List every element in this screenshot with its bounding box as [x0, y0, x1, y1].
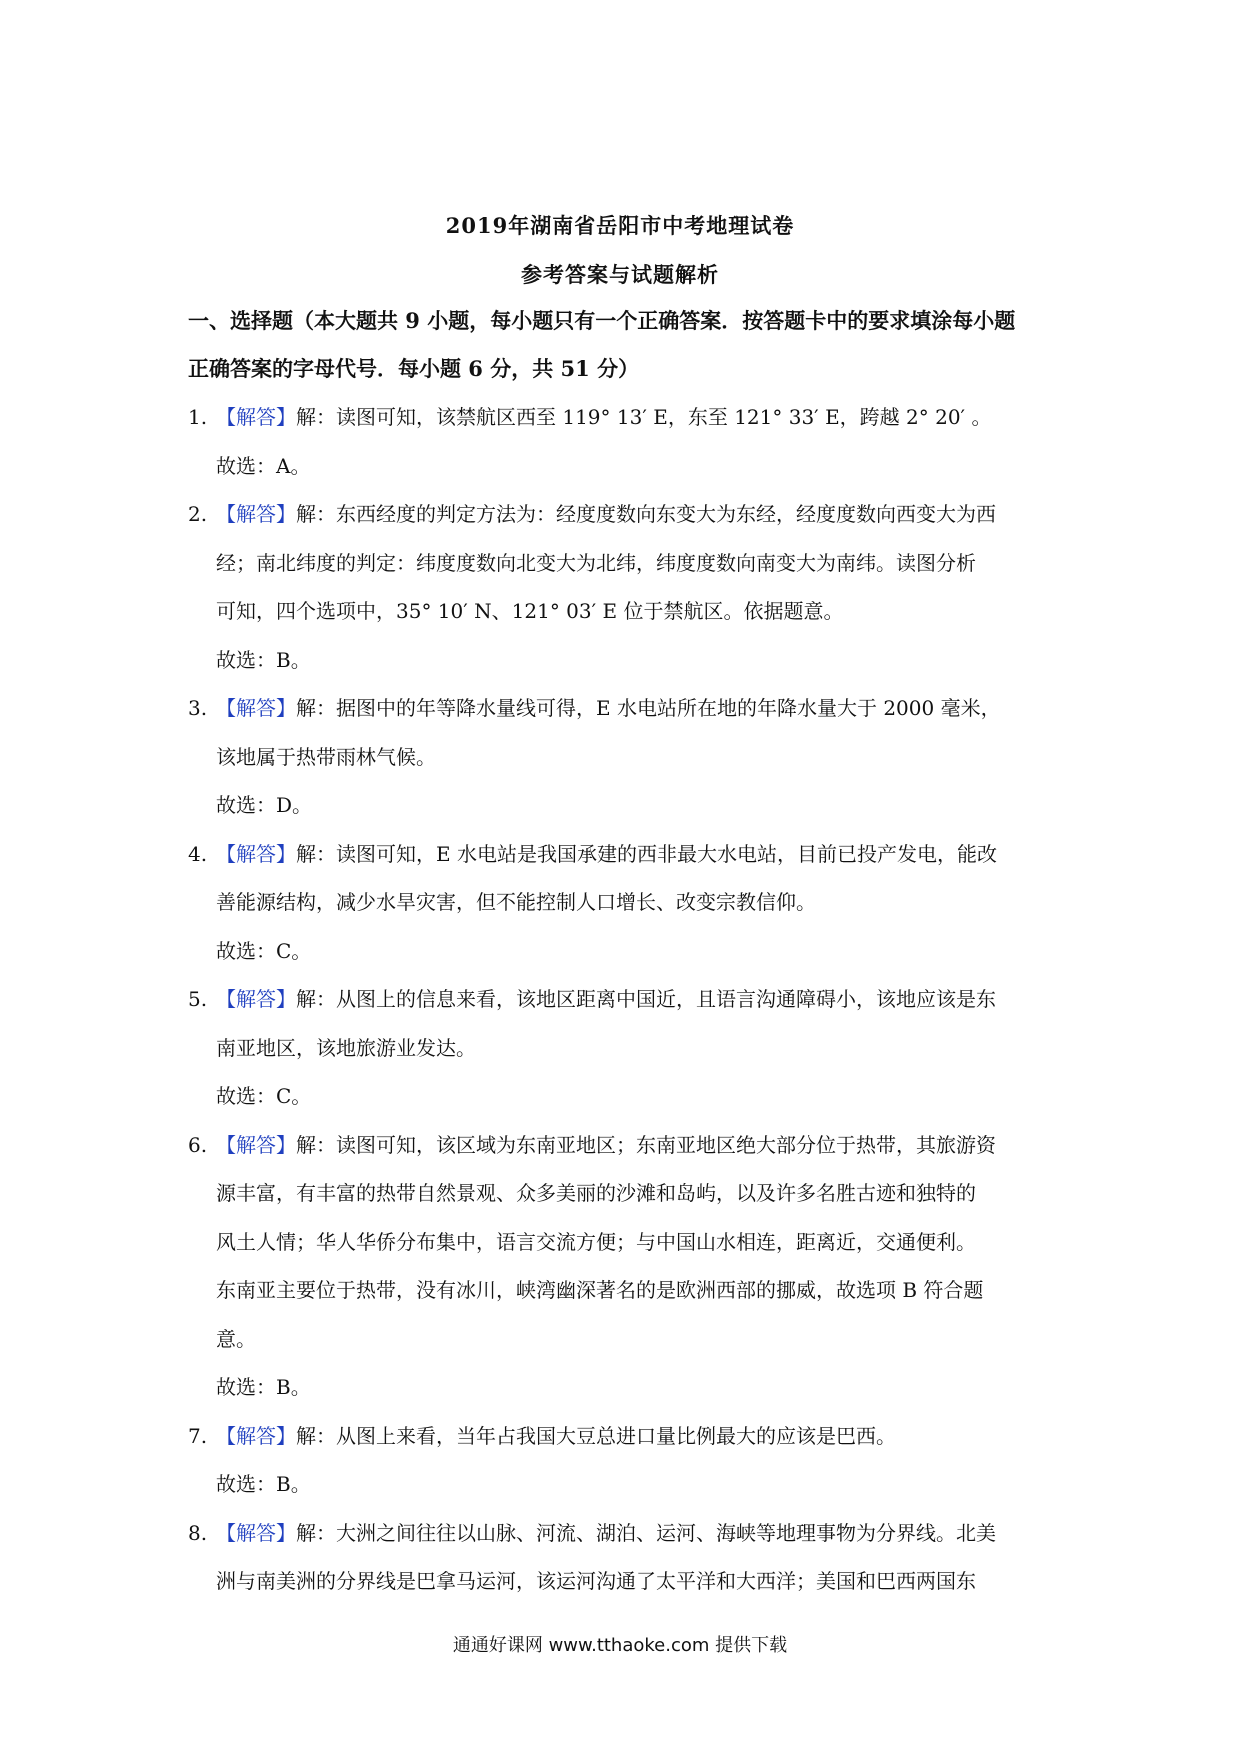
question-6-line-1 — [188, 1121, 1068, 1170]
question-6-line-2: 源丰富，有丰富的热带自然景观、众多美丽的沙滩和岛屿，以及许多名胜古迹和独特的 — [216, 1181, 976, 1205]
question-number: 6. — [188, 1132, 208, 1157]
answer-tag: 【解答】 — [216, 1132, 296, 1157]
question-4-line-1 — [188, 830, 1068, 879]
answer-tag: 【解答】 — [216, 405, 296, 429]
question-3-line-2: 该地属于热带雨林气候。 — [216, 744, 436, 769]
question-number: 8. — [188, 1520, 208, 1545]
answer-tag: 【解答】 — [216, 1423, 296, 1448]
question-2-choice: 故选：B。 — [216, 647, 311, 672]
document-subtitle: 参考答案与试题解析 — [521, 262, 719, 287]
question-7-choice: 故选：B。 — [216, 1472, 311, 1496]
question-7-line-1 — [188, 1412, 1068, 1461]
answer-text: 解：东西经度的判定方法为：经度度数向东变大为东经，经度度数向西变大为西 — [296, 502, 996, 526]
question-3-choice: 故选：D。 — [216, 793, 313, 817]
section-heading-line-1: 一、选择题（本大题共 9 小题，每小题只有一个正确答案．按答题卡中的要求填涂每小题 — [188, 308, 1016, 333]
answer-tag: 【解答】 — [216, 502, 296, 526]
footer-text: 通通好课网 www.tthaoke.com 提供下载 — [452, 1635, 788, 1656]
question-number: 2. — [188, 502, 208, 526]
question-6-line-4: 东南亚主要位于热带，没有冰川，峡湾幽深著名的是欧洲西部的挪威，故选项 B 符合题 — [216, 1278, 984, 1302]
question-2-line-3: 可知，四个选项中，35° 10′ N、121° 03′ E 位于禁航区。依据题意。 — [216, 599, 844, 623]
answer-text: 解：据图中的年等降水量线可得，E 水电站所在地的年降水量大于 2000 毫米， — [296, 696, 1001, 720]
answer-text: 解：读图可知，该区域为东南亚地区；东南亚地区绝大部分位于热带，其旅游资 — [296, 1132, 996, 1157]
question-1-line-1 — [188, 393, 1068, 442]
answer-tag: 【解答】 — [216, 1520, 296, 1545]
section-heading-line-2: 正确答案的字母代号．每小题 6 分，共 51 分） — [188, 356, 640, 381]
answer-block — [188, 393, 1068, 1606]
question-5-line-2: 南亚地区，该地旅游业发达。 — [216, 1035, 476, 1060]
answer-tag: 【解答】 — [216, 696, 296, 720]
question-8-line-1 — [188, 1509, 1068, 1558]
answer-text: 解：读图可知，E 水电站是我国承建的西非最大水电站，目前已投产发电，能改 — [296, 841, 997, 866]
question-number: 3. — [188, 696, 208, 720]
question-2-line-2: 经；南北纬度的判定：纬度度数向北变大为北纬，纬度度数向南变大为南纬。读图分析 — [216, 550, 976, 575]
question-5-choice: 故选：C。 — [216, 1084, 312, 1108]
answer-tag: 【解答】 — [216, 841, 296, 866]
question-1-choice: 故选：A。 — [216, 453, 311, 478]
question-number: 5. — [188, 987, 208, 1011]
document-title: 2019年湖南省岳阳市中考地理试卷 — [445, 213, 795, 238]
question-number: 4. — [188, 841, 208, 866]
answer-text: 解：大洲之间往往以山脉、河流、湖泊、运河、海峡等地理事物为分界线。北美 — [296, 1520, 996, 1545]
question-6-choice: 故选：B。 — [216, 1375, 311, 1399]
question-3-line-1 — [188, 684, 1068, 733]
question-number: 1. — [188, 405, 208, 429]
question-8-line-2: 洲与南美洲的分界线是巴拿马运河，该运河沟通了太平洋和大西洋；美国和巴西两国东 — [216, 1569, 976, 1593]
question-2-line-1 — [188, 490, 1068, 539]
answer-text: 解：从图上来看，当年占我国大豆总进口量比例最大的应该是巴西。 — [296, 1423, 896, 1448]
answer-text: 解：从图上的信息来看，该地区距离中国近，且语言沟通障碍小，该地应该是东 — [296, 987, 996, 1011]
answer-tag: 【解答】 — [216, 987, 296, 1011]
question-5-line-1 — [188, 975, 1068, 1024]
question-4-line-2: 善能源结构，减少水旱灾害，但不能控制人口增长、改变宗教信仰。 — [216, 890, 816, 914]
question-6-line-3: 风土人情；华人华侨分布集中，语言交流方便；与中国山水相连，距离近，交通便利。 — [216, 1229, 976, 1254]
question-4-choice: 故选：C。 — [216, 938, 312, 963]
section-heading — [188, 297, 1068, 393]
answer-text: 解：读图可知，该禁航区西至 119° 13′ E，东至 121° 33′ E，跨越 2° 20′ 。 — [296, 405, 992, 429]
question-6-line-5: 意。 — [216, 1326, 256, 1351]
question-number: 7. — [188, 1423, 208, 1448]
